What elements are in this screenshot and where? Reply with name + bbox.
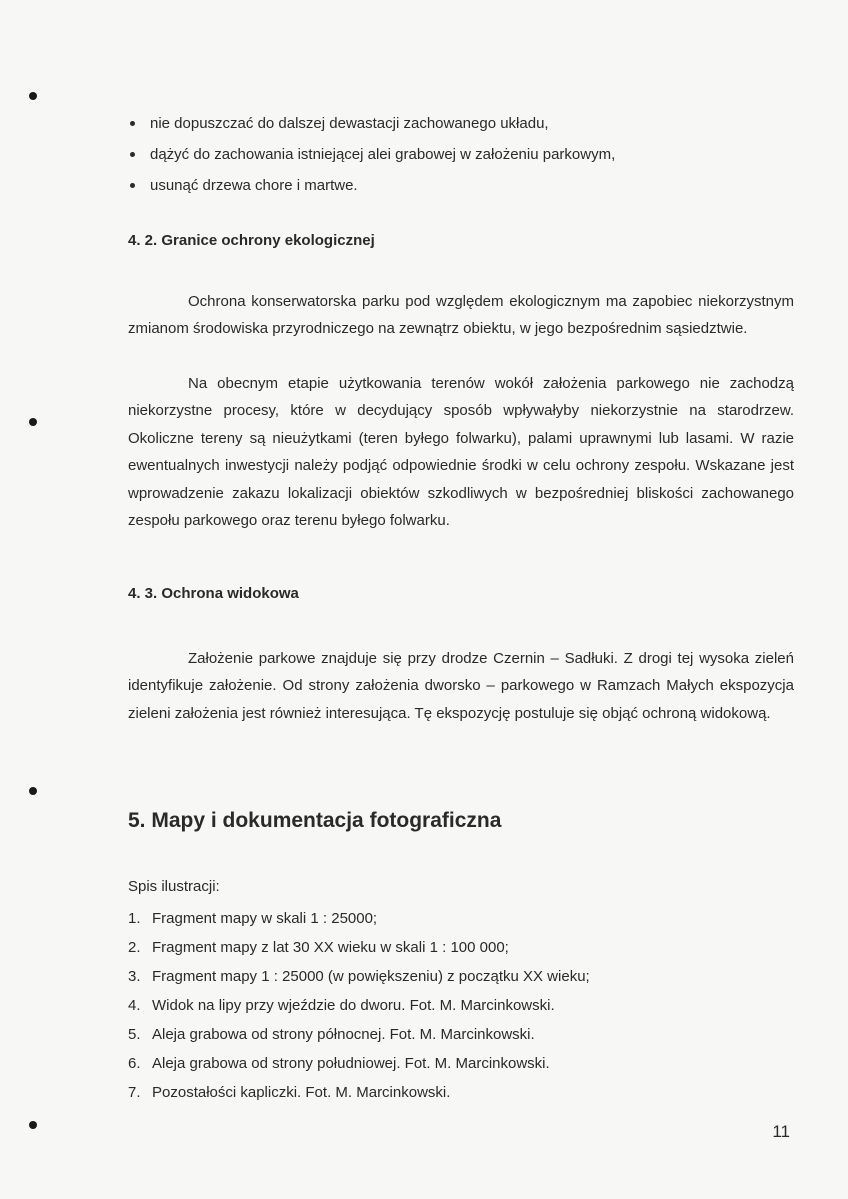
list-item-text: Widok na lipy przy wjeździe do dworu. Fot. M. Marcinkowski. xyxy=(152,997,555,1014)
list-item xyxy=(128,933,768,962)
bullet-item: nie dopuszczać do dalszej dewastacji zachowanego układu, xyxy=(128,110,748,141)
list-item-number: 3. xyxy=(128,968,141,985)
paragraph: Ochrona konserwatorska parku pod względem ekologicznym ma zapobiec niekorzystnym zmianom środowiska przyrodniczego na zewnątrz obiektu, w jego bezpośrednim sąsiedztwie. xyxy=(128,293,794,338)
binder-hole-mark xyxy=(29,1121,37,1129)
list-item xyxy=(128,1049,768,1078)
list-item-number: 4. xyxy=(128,997,141,1014)
list-item xyxy=(128,904,768,933)
list-item xyxy=(128,1020,768,1049)
section-heading-4-2: 4. 2. Granice ochrony ekologicznej xyxy=(128,232,375,249)
list-item-text: Aleja grabowa od strony północnej. Fot. M. Marcinkowski. xyxy=(152,1026,535,1043)
list-item-text: Fragment mapy z lat 30 XX wieku w skali 1 : 100 000; xyxy=(152,939,509,956)
list-item-text: Fragment mapy 1 : 25000 (w powiększeniu) z początku XX wieku; xyxy=(152,968,590,985)
list-item xyxy=(128,991,768,1020)
list-item xyxy=(128,1078,768,1107)
list-item xyxy=(128,962,768,991)
section-heading-4-3: 4. 3. Ochrona widokowa xyxy=(128,585,299,602)
illustrations-caption: Spis ilustracji: xyxy=(128,878,220,895)
binder-hole-mark xyxy=(29,787,37,795)
list-item-number: 5. xyxy=(128,1026,141,1043)
binder-hole-mark xyxy=(29,418,37,426)
list-item-text: Pozostałości kapliczki. Fot. M. Marcinkowski. xyxy=(152,1084,451,1101)
list-item-number: 6. xyxy=(128,1055,141,1072)
paragraph: Na obecnym etapie użytkowania terenów wokół założenia parkowego nie zachodzą niekorzystne procesy, które w decydujący sposób wpływałyby niekorzystnie na starodrzew. Okoliczne tereny są nieużytkami (teren byłego folwarku), palami uprawnymi lub lasami. W razie ewentualnych inwestycji należy podjąć odpowiednie środki w celu ochrony zespołu. Wskazane jest wprowadzenie zakazu lokalizacji obiektów szkodliwych w bezpośredniej bliskości zachowanego zespołu parkowego oraz terenu byłego folwarku. xyxy=(128,375,794,530)
bullet-item: dążyć do zachowania istniejącej alei grabowej w założeniu parkowym, xyxy=(128,141,748,172)
list-item-number: 2. xyxy=(128,939,141,956)
list-item-text: Fragment mapy w skali 1 : 25000; xyxy=(152,910,378,927)
illustrations-list xyxy=(128,904,768,1107)
list-item-number: 7. xyxy=(128,1084,141,1101)
list-item-number: 1. xyxy=(128,910,141,927)
binder-hole-mark xyxy=(29,92,37,100)
page-number: 11 xyxy=(772,1122,790,1141)
bullet-item: usunąć drzewa chore i martwe. xyxy=(128,172,748,203)
list-item-text: Aleja grabowa od strony południowej. Fot. M. Marcinkowski. xyxy=(152,1055,550,1072)
paragraph: Założenie parkowe znajduje się przy drodze Czernin – Sadłuki. Z drogi tej wysoka zieleń identyfikuje założenie. Od strony założenia dworsko – parkowego w Ramzach Małych ekspozycja zieleni założenia jest również interesująca. Tę ekspozycję postuluje się objąć ochroną widokową. xyxy=(128,650,794,722)
section-heading-5: 5. Mapy i dokumentacja fotograficzna xyxy=(128,809,502,832)
bullet-list xyxy=(128,110,748,203)
